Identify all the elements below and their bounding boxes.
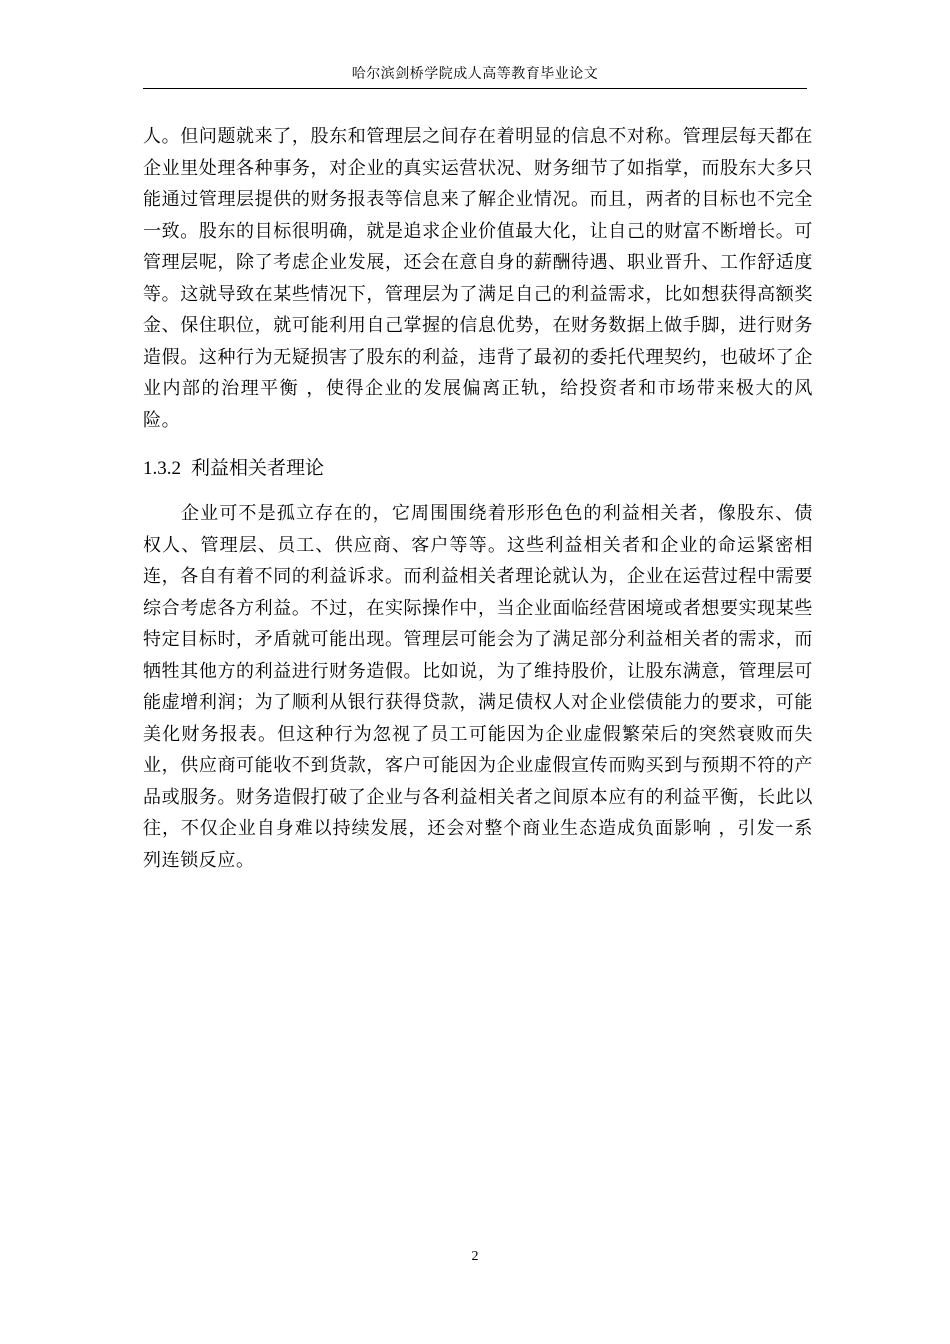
- section-title: 利益相关者理论: [191, 457, 325, 479]
- page-header: 哈尔滨剑桥学院成人高等教育毕业论文: [351, 66, 599, 82]
- header-divider: [143, 88, 807, 89]
- section-heading: [143, 454, 324, 483]
- page-number: 2: [471, 1249, 479, 1264]
- section-number: 1.3.2: [143, 458, 181, 479]
- body-paragraph: 企业可不是孤立存在的，它周围围绕着形形色色的利益相关者，像股东、债权人、管理层、员工、供应商、客户等等。这些利益相关者和企业的命运紧密相连，各自有着不同的利益诉求。而利益相关者理论就认为，企业在运营过程中需要综合考虑各方利益。不过，在实际操作中，当企业面临经营困境或者想要实现某些特定目标时，矛盾就可能出现。管理层可能会为了满足部分利益相关者的需求，而牺牲其他方的利益进行财务造假。比如说，为了维持股价，让股东满意，管理层可能虚增利润；为了顺利从银行获得贷款，满足债权人对企业偿债能力的要求，可能美化财务报表。但这种行为忽视了员工可能因为企业虚假繁荣后的突然衰败而失业，供应商可能收不到货款，客户可能因为企业虚假宣传而购买到与预期不符的产品或服务。财务造假打破了企业与各利益相关者之间原本应有的利益平衡，长此以往，不仅企业自身难以持续发展，还会对整个商业生态造成负面影响 ，引发一系列连锁反应。: [143, 503, 813, 871]
- body-paragraph: 人。但问题就来了，股东和管理层之间存在着明显的信息不对称。管理层每天都在企业里处理各种事务，对企业的真实运营状况、财务细节了如指掌，而股东大多只能通过管理层提供的财务报表等信息来了解企业情况。而且，两者的目标也不完全一致。股东的目标很明确，就是追求企业价值最大化，让自己的财富不断增长。可管理层呢，除了考虑企业发展，还会在意自身的薪酬待遇、职业晋升、工作舒适度等。这就导致在某些情况下，管理层为了满足自己的利益需求，比如想获得高额奖金、保住职位，就可能利用自己掌握的信息优势，在财务数据上做手脚，进行财务造假。这种行为无疑损害了股东的利益，违背了最初的委托代理契约，也破坏了企业内部的治理平衡 ，使得企业的发展偏离正轨，给投资者和市场带来极大的风险。: [143, 126, 813, 431]
